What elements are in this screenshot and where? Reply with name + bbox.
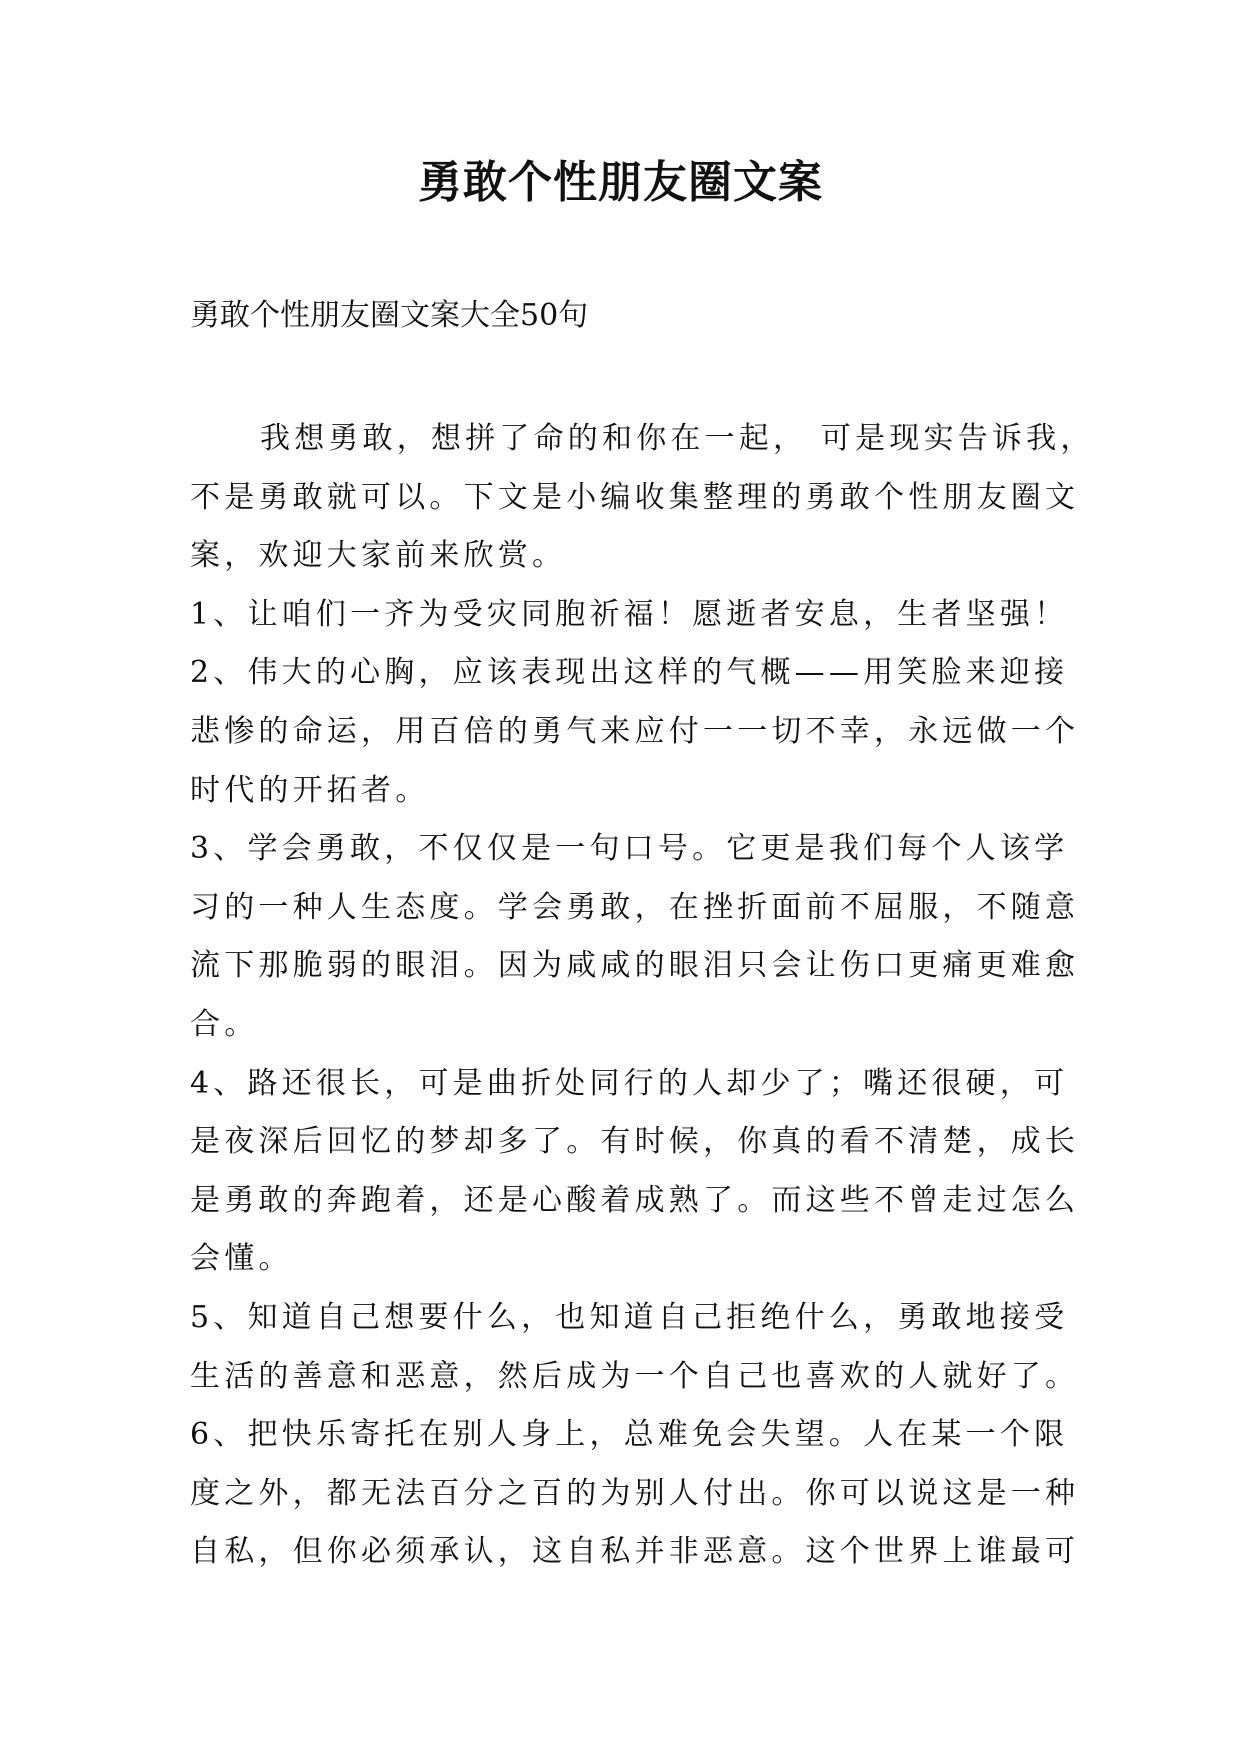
item-line: 5、知道自己想要什么，也知道自己拒绝什么，勇敢地接受	[190, 1299, 1069, 1335]
item-line: 悲惨的命运，用百倍的勇气来应付一一切不幸，永远做一个	[190, 713, 1080, 749]
item-line: 是夜深后回忆的梦却多了。有时候，你真的看不清楚，成长	[190, 1124, 1080, 1160]
document-subtitle: 勇敢个性朋友圈文案大全50句	[190, 298, 589, 333]
item-line: 度之外，都无法百分之百的为别人付出。你可以说这是一种	[190, 1475, 1080, 1511]
document-body	[190, 410, 1095, 1582]
item-line: 2、伟大的心胸，应该表现出这样的气概——用笑脸来迎接	[190, 655, 1069, 691]
item-line: 生活的善意和恶意，然后成为一个自己也喜欢的人就好了。	[190, 1358, 1080, 1394]
item-line: 是勇敢的奔跑着，还是心酸着成熟了。而这些不曾走过怎么	[190, 1182, 1080, 1218]
intro-line: 不是勇敢就可以。下文是小编收集整理的勇敢个性朋友圈文	[190, 479, 1080, 515]
item-line: 3、学会勇敢，不仅仅是一句口号。它更是我们每个人该学	[190, 831, 1069, 867]
item-line: 习的一种人生态度。学会勇敢，在挫折面前不屈服，不随意	[190, 889, 1080, 925]
document-title: 勇敢个性朋友圈文案	[418, 157, 823, 208]
item-line: 6、把快乐寄托在别人身上，总难免会失望。人在某一个限	[190, 1417, 1069, 1453]
intro-line: 我想勇敢，想拼了命的和你在一起， 可是现实告诉我，	[260, 421, 1095, 456]
item-line: 4、路还很长，可是曲折处同行的人却少了；嘴还很硬，可	[190, 1065, 1069, 1101]
item-line: 会懂。	[190, 1241, 293, 1277]
item-line: 流下那脆弱的眼泪。因为咸咸的眼泪只会让伤口更痛更难愈	[190, 948, 1080, 984]
item-line: 1、让咱们一齐为受灾同胞祈福！愿逝者安息，生者坚强！	[190, 596, 1069, 632]
intro-line: 案，欢迎大家前来欣赏。	[190, 538, 567, 574]
item-line: 时代的开拓者。	[190, 772, 430, 808]
item-line: 合。	[190, 1006, 259, 1042]
item-line: 自私，但你必须承认，这自私并非恶意。这个世界上谁最可	[190, 1534, 1080, 1570]
